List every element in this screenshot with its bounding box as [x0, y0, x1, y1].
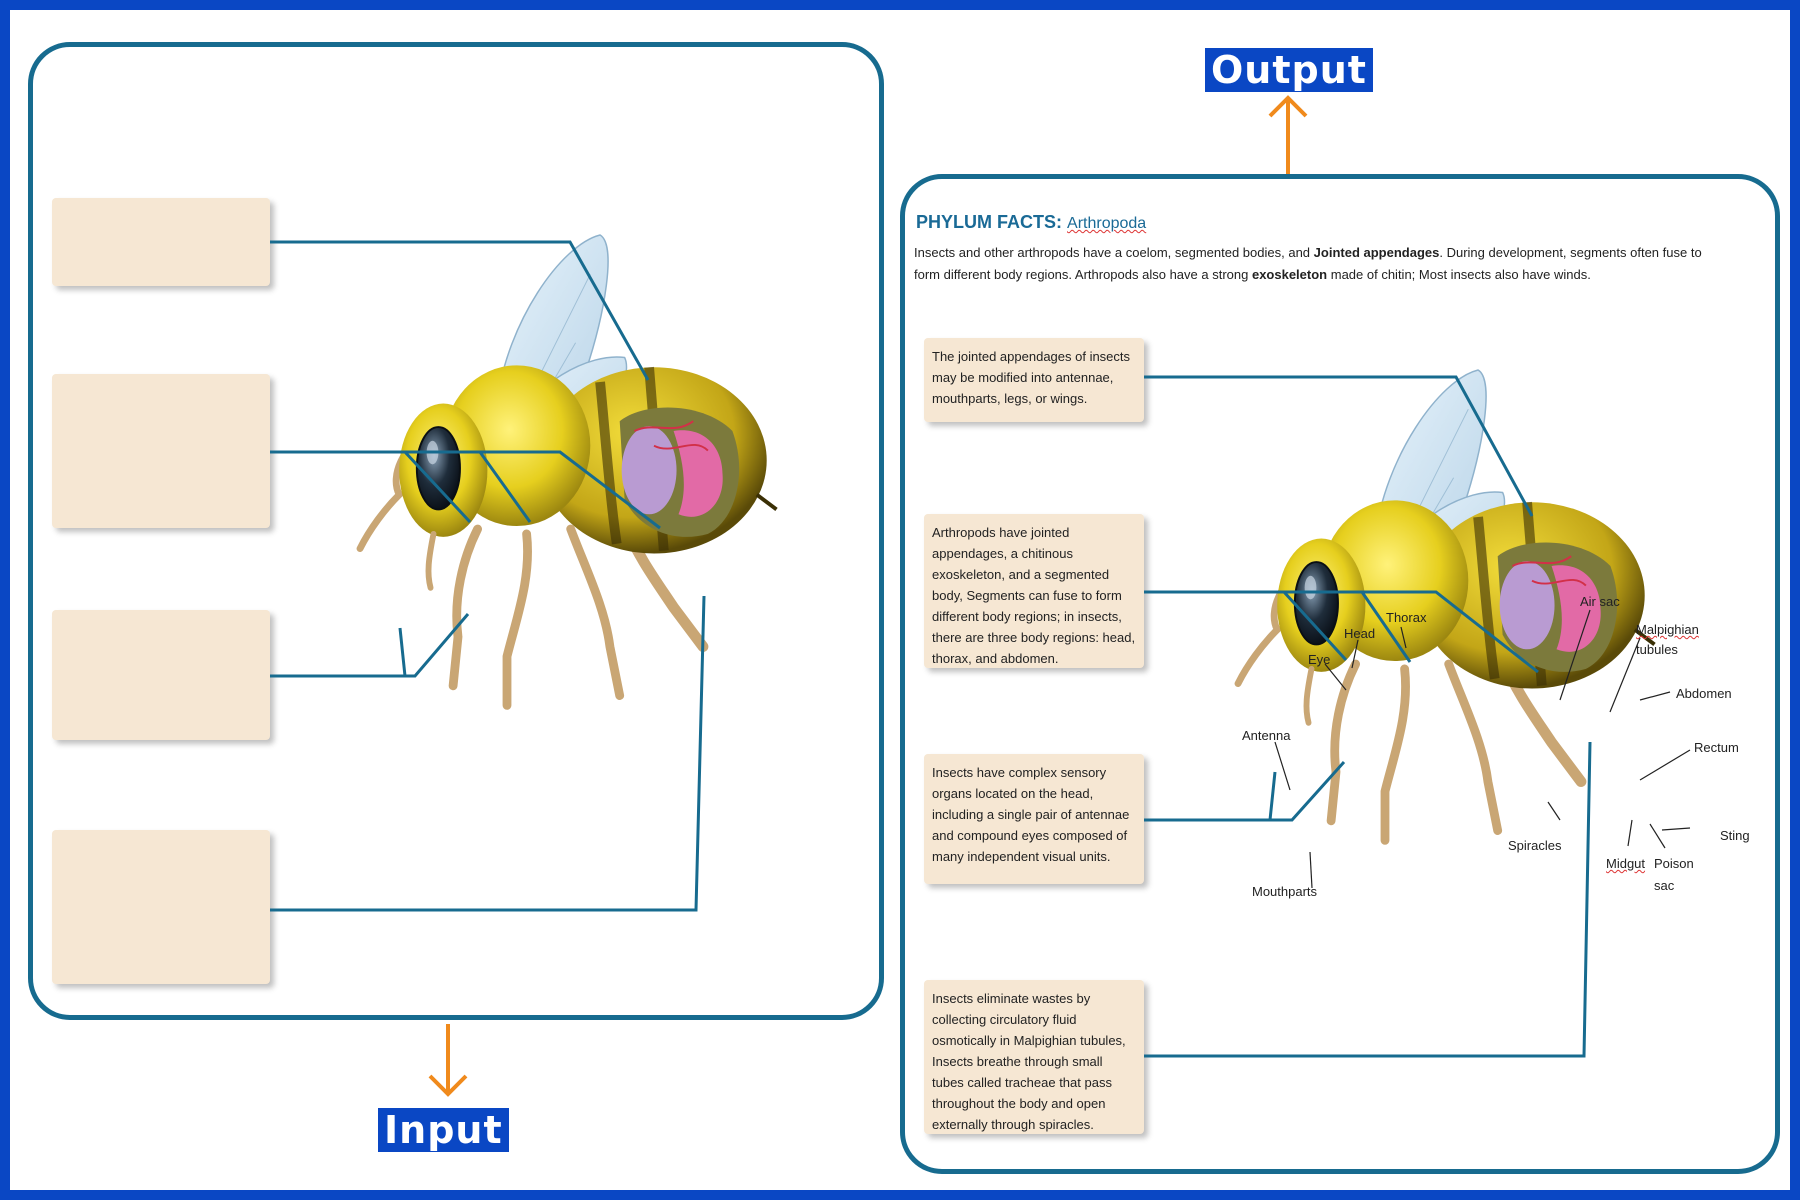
intro-bold-2: exoskeleton — [1251, 267, 1328, 282]
bee-label-mouthparts: Mouthparts — [1252, 884, 1318, 899]
bee-label-abdomen: Abdomen — [1676, 686, 1732, 701]
bee-label-thorax: Thorax — [1386, 610, 1427, 625]
intro-text-3: made of chitin; Most insects also have winds. — [1327, 267, 1591, 282]
bee-label-spiracles: Spiracles — [1508, 838, 1562, 853]
fact-box-excretion: Insects eliminate wastes by collecting circulatory fluid osmotically in Malpighian tubules, Insects breathe through small tubes called tracheae that pass throughout the body and open externally through spiracles. — [924, 980, 1144, 1134]
bee-label-malpighian-1: Malpighian — [1636, 622, 1699, 637]
fact-box-body-regions: Arthropods have jointed appendages, a chitinous exoskeleton, and a segmented body, Segments can fuse to form different body regions; in insects, there are three body regions: head, thorax, and abdomen. — [924, 514, 1144, 668]
bee-label-poison-2: sac — [1654, 878, 1675, 893]
bee-label-sting: Sting — [1720, 828, 1750, 843]
input-leader-lines — [270, 242, 704, 910]
intro-text-2: . During development, segments often fuse to form different body regions. Arthropods also have a strong — [914, 245, 1702, 282]
intro-text-1: Insects and other arthropods have a coelom, segmented bodies, and — [914, 245, 1314, 260]
input-arrow — [430, 1024, 466, 1094]
bee-label-poison-1: Poison — [1654, 856, 1694, 871]
phylum-heading-title: PHYLUM FACTS: — [916, 212, 1062, 232]
phylum-heading-name: Arthropoda — [1067, 215, 1147, 232]
bee-label-midgut: Midgut — [1606, 856, 1646, 871]
bee-label-head: Head — [1344, 626, 1376, 641]
intro-bold-1: Jointed appendages — [1313, 245, 1440, 260]
output-leader-lines — [1144, 377, 1590, 1056]
bee-label-rectum: Rectum — [1694, 740, 1739, 755]
bee-label-air-sac: Air sac — [1580, 594, 1620, 609]
input-title: Input — [378, 1108, 509, 1152]
bee-label-antenna: Antenna — [1242, 728, 1291, 743]
bee-label-malpighian-2: tubules — [1636, 642, 1678, 657]
bee-label-eye: Eye — [1308, 652, 1331, 667]
output-arrow — [1270, 98, 1306, 174]
output-title: Output — [1205, 48, 1373, 92]
fact-box-sensory-organs: Insects have complex sensory organs located on the head, including a single pair of antennae and compound eyes composed of many independent visual units. — [924, 754, 1144, 884]
fact-box-appendages: The jointed appendages of insects may be modified into antennae, mouthparts, legs, or wings. — [924, 338, 1144, 422]
